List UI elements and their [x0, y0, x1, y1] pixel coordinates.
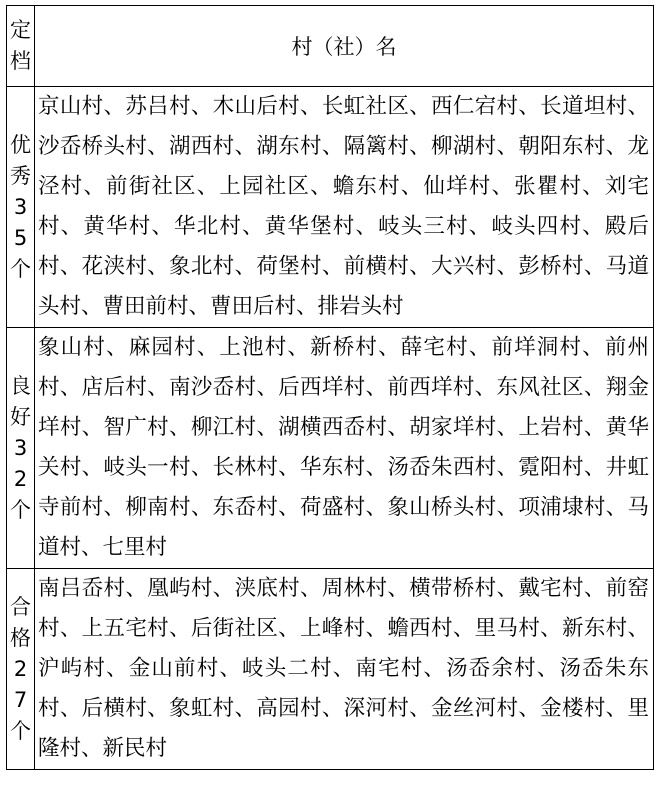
villages-cell-qualified: 南吕岙村、凰屿村、浃底村、周林村、横带桥村、戴宅村、前窑村、上五宅村、后街社区、上峰村、蟾西村、里马村、新东村、沪屿村、金山前村、岐头二村、南宅村、汤岙余村、汤岙朱东村、后横村、象虹村、高园村、深河村、金丝河村、金楼村、里隆村、新民村 — [35, 569, 654, 770]
category-cell-excellent — [7, 87, 35, 328]
header-category-label: 定档 — [10, 18, 31, 73]
villages-cell-good: 象山村、麻园村、上池村、新桥村、薛宅村、前垟洞村、前州村、店后村、南沙岙村、后西垟村、前西垟村、东风社区、翔金垟村、智广村、柳江村、湖横西岙村、胡家垟村、上岩村、黄华关村、岐头一村、长林村、华东村、汤岙朱西村、霓阳村、井虹寺前村、柳南村、东岙村、荷盛村、象山桥头村、项浦埭村、马道村、七里村 — [35, 328, 654, 569]
header-category-cell — [7, 6, 35, 87]
village-rating-table — [6, 5, 654, 770]
table-header-row — [7, 6, 654, 87]
category-label-qualified: 合格27个 — [10, 594, 31, 743]
table-row-good — [7, 328, 654, 569]
category-cell-good — [7, 328, 35, 569]
table-row-excellent — [7, 87, 654, 328]
category-label-good: 良好32个 — [10, 373, 31, 522]
header-name-label: 村（社）名 — [291, 35, 397, 59]
villages-cell-excellent: 京山村、苏吕村、木山后村、长虹社区、西仁宕村、长道坦村、沙岙桥头村、湖西村、湖东村、隔篱村、柳湖村、朝阳东村、龙泾村、前街社区、上园社区、蟾东村、仙垟村、张瞿村、刘宅村、黄华村、华北村、黄华堡村、岐头三村、岐头四村、殿后村、花浃村、象北村、荷堡村、前横村、大兴村、彭桥村、马道头村、曹田前村、曹田后村、排岩头村 — [35, 87, 654, 328]
category-cell-qualified — [7, 569, 35, 770]
table-row-qualified — [7, 569, 654, 770]
header-name-cell — [35, 6, 654, 87]
category-label-excellent: 优秀35个 — [10, 132, 31, 281]
